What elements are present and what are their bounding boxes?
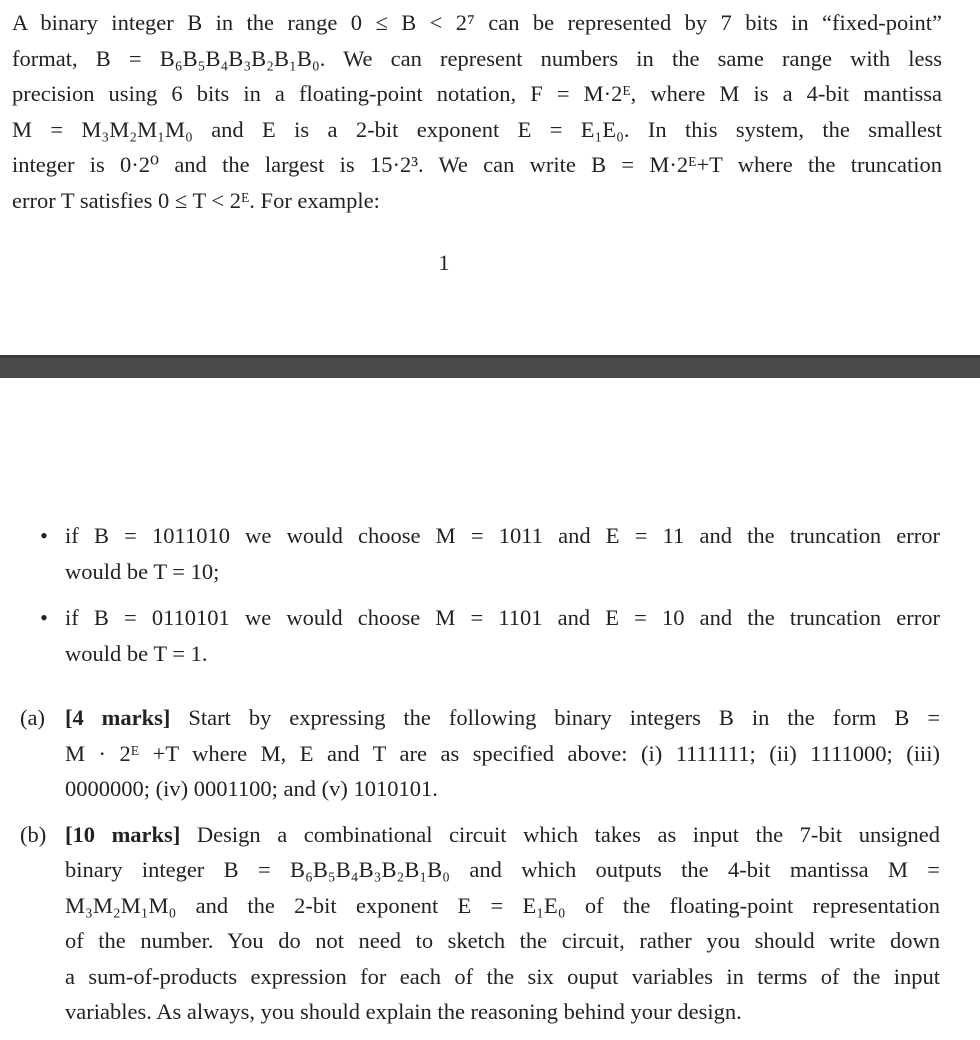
- bullet-icon: •: [40, 523, 48, 548]
- bullet-line: would be T = 10;: [65, 558, 220, 584]
- question-line: of the number. You do not need to sketch the circuit, rather you should write down: [65, 928, 940, 953]
- intro-line: error T satisfies 0 ≤ T < 2ᴱ. For example:: [12, 187, 380, 213]
- question-line: 0000000; (iv) 0001100; and (v) 1010101.: [65, 776, 438, 801]
- bullet-line: would be T = 1.: [65, 640, 208, 666]
- intro-line: precision using 6 bits in a floating-point notation, F = M·2ᴱ, where M is a 4-bit mantissa: [12, 81, 942, 106]
- question-line: variables. As always, you should explain the reasoning behind your design.: [65, 999, 742, 1024]
- question-line: Start by expressing the following binary integers B in the form B =: [170, 705, 941, 730]
- list-item: [40, 518, 940, 589]
- question-label: (b): [20, 821, 47, 847]
- question-line: M · 2ᴱ +T where M, E and T are as specified above: (i) 1111111; (ii) 1111000; (iii): [65, 740, 940, 766]
- example-list: [40, 518, 940, 682]
- bullet-line: if B = 1011010 we would choose M = 1011 and E = 11 and the truncation error: [65, 523, 940, 548]
- question-marks: [10 marks]: [65, 821, 181, 847]
- page-top: [0, 0, 980, 355]
- bullet-icon: •: [40, 605, 48, 630]
- intro-line: format, B = B₆B₅B₄B₃B₂B₁B₀. We can represent numbers in the same range with less: [12, 45, 942, 71]
- question-label: (a): [20, 705, 45, 730]
- question-a: [20, 700, 940, 807]
- question-line: binary integer B = B₆B₅B₄B₃B₂B₁B₀ and which outputs the 4-bit mantissa M =: [65, 857, 940, 882]
- intro-paragraph: [12, 5, 942, 218]
- bullet-line: if B = 0110101 we would choose M = 1101 and E = 10 and the truncation error: [65, 605, 940, 630]
- list-item: [40, 600, 940, 671]
- intro-line: M = M₃M₂M₁M₀ and E is a 2-bit exponent E = E₁E₀. In this system, the smallest: [12, 116, 942, 142]
- intro-line: A binary integer B in the range 0 ≤ B < 2⁷ can be represented by 7 bits in “fixed-point”: [12, 10, 942, 35]
- page-number: 1: [438, 250, 450, 275]
- question-line: Design a combinational circuit which takes as input the 7-bit unsigned: [180, 821, 940, 847]
- page-break-divider: [0, 355, 980, 378]
- intro-line: integer is 0·2⁰ and the largest is 15·2³. We can write B = M·2ᴱ+T where the truncation: [12, 152, 942, 177]
- question-marks: [4 marks]: [65, 705, 171, 730]
- question-b: [20, 817, 940, 1030]
- question-line: M₃M₂M₁M₀ and the 2-bit exponent E = E₁E₀ of the floating-point representation: [65, 892, 940, 918]
- page-bottom: [0, 378, 980, 1035]
- questions: [20, 700, 940, 1040]
- question-line: a sum-of-products expression for each of the six ouput variables in terms of the input: [65, 963, 940, 989]
